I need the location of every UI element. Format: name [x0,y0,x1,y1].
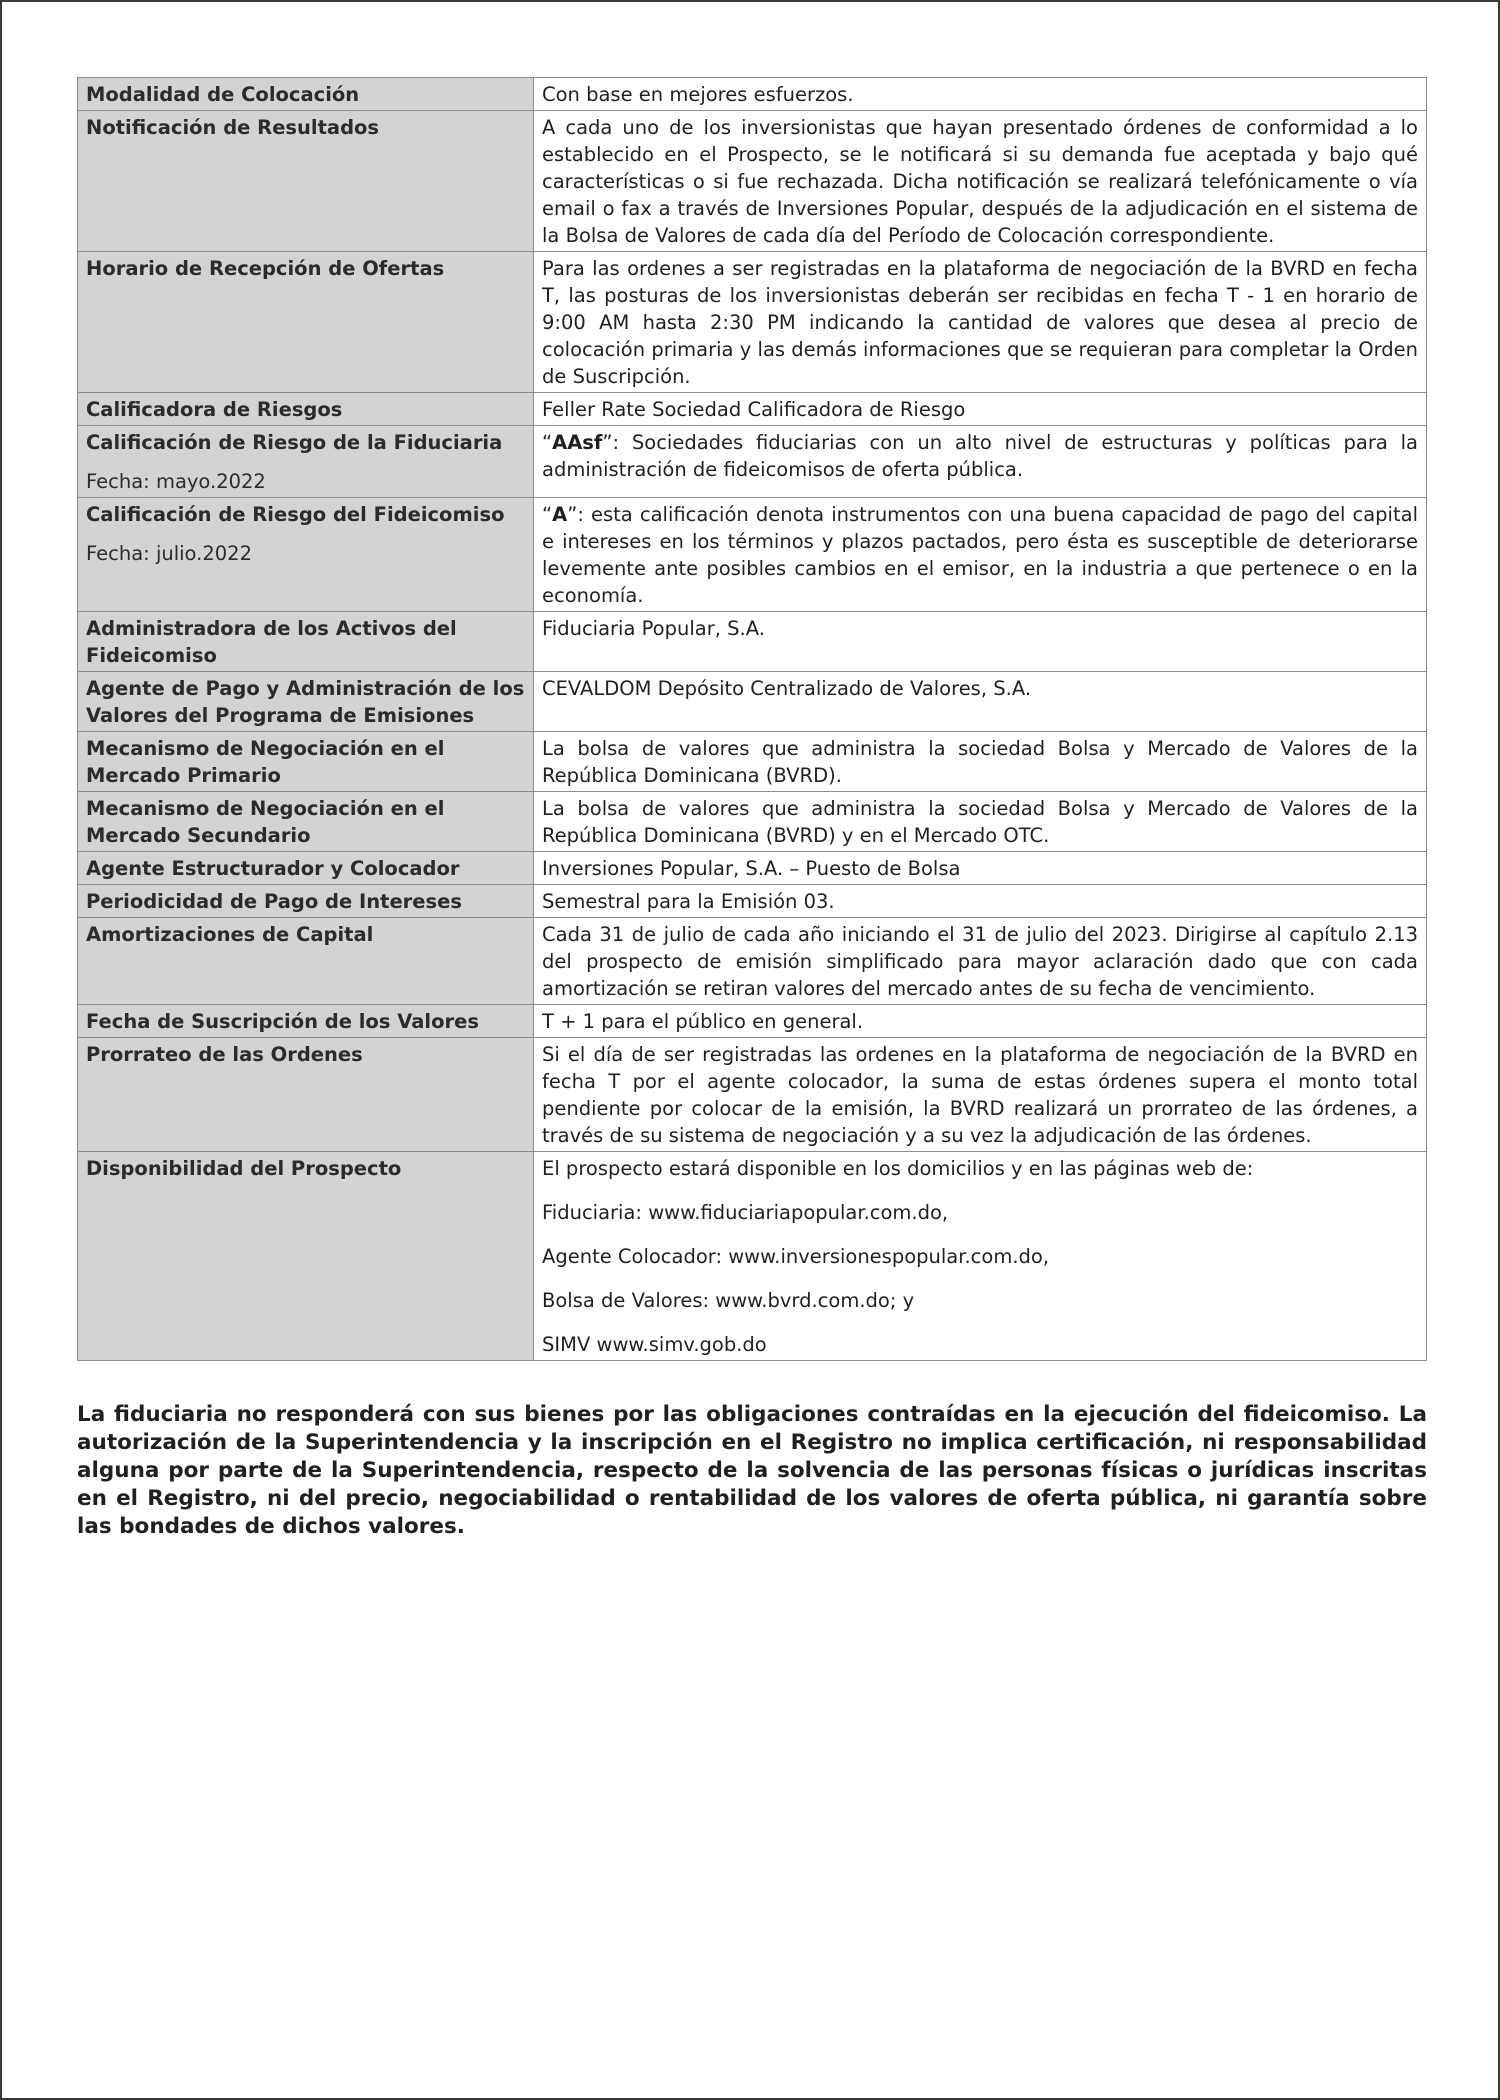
prospectus-link-fiduciaria[interactable]: Fiduciaria: www.fiduciariapopular.com.do, [542,1201,949,1224]
rating-date: Fecha: mayo.2022 [86,470,266,493]
rating-grade: A [552,503,568,526]
table-row [78,852,1427,885]
row-value: Semestral para la Emisión 03. [534,885,1427,918]
prospectus-link-simv[interactable]: SIMV www.simv.gob.do [542,1333,767,1356]
row-value: Fiduciaria Popular, S.A. [534,612,1427,672]
prospectus-link-bolsa[interactable]: Bolsa de Valores: www.bvrd.com.do; y [542,1289,915,1312]
table-row [78,393,1427,426]
row-value: Si el día de ser registradas las ordenes en la plataforma de negociación de la BVRD en fecha T por el agente colocador, la suma de estas órdenes supera el monto total pendiente por colocar de la emisión, la BVRD realizará un prorrateo de las órdenes, a través de su sistema de negociación y a su vez la adjudicación de las órdenes. [534,1038,1427,1152]
table-row [78,792,1427,852]
row-label: Calificación de Riesgo de la Fiduciaria [86,431,503,454]
row-value-group: “A”: esta calificación denota instrumentos con una buena capacidad de pago del capital e intereses en los términos y plazos pactados, pero ésta es susceptible de deteriorarse levemente ante posibles cambios en el emisor, en la industria a que pertenece o en la economía. [534,498,1427,612]
row-value: A cada uno de los inversionistas que hayan presentado órdenes de conformidad a lo establecido en el Prospecto, se le notificará si su demanda fue aceptada y bajo qué características o si fue rechazada. Dicha notificación se realizará telefónicamente o vía email o fax a través de Inversiones Popular, después de la adjudicación en el sistema de la Bolsa de Valores de cada día del Período de Colocación correspondiente. [534,111,1427,252]
table-row [78,732,1427,792]
row-label: Notificación de Resultados [78,111,534,252]
table-row [78,498,1427,612]
table-row [78,1152,1427,1361]
row-label: Disponibilidad del Prospecto [78,1152,534,1361]
row-value: La bolsa de valores que administra la sociedad Bolsa y Mercado de Valores de la República Dominicana (BVRD). [534,732,1427,792]
table-row [78,612,1427,672]
row-label-group [78,498,534,612]
row-value: : esta calificación denota instrumentos con una buena capacidad de pago del capital e intereses en los términos y plazos pactados, pero ésta es susceptible de deteriorarse levemente ante posibles cambios en el emisor, en la industria a que pertenece o en la economía. [542,503,1418,607]
row-label: Periodicidad de Pago de Intereses [78,885,534,918]
row-label: Calificación de Riesgo del Fideicomiso [86,503,505,526]
row-value: : Sociedades fiduciarias con un alto nivel de estructuras y políticas para la administración de fideicomisos de oferta pública. [542,431,1418,481]
row-label: Modalidad de Colocación [78,78,534,111]
rating-grade: AAsf [552,431,603,454]
legal-disclaimer: La fiduciaria no responderá con sus bienes por las obligaciones contraídas en la ejecución del fideicomiso. La autorización de la Superintendencia y la inscripción en el Registro no implica certificación, ni responsabilidad alguna por parte de la Superintendencia, respecto de la solvencia de las personas físicas o jurídicas inscritas en el Registro, ni del precio, negociabilidad o rentabilidad de los valores de oferta pública, ni garantía sobre las bondades de dichos valores. [77,1402,1427,1539]
table-row [78,672,1427,732]
row-label: Agente Estructurador y Colocador [78,852,534,885]
row-value: La bolsa de valores que administra la sociedad Bolsa y Mercado de Valores de la República Dominicana (BVRD) y en el Mercado OTC. [534,792,1427,852]
table-row [78,111,1427,252]
row-value: T + 1 para el público en general. [534,1005,1427,1038]
row-label: Horario de Recepción de Ofertas [78,252,534,393]
row-value: Para las ordenes a ser registradas en la plataforma de negociación de la BVRD en fecha T, las posturas de los inversionistas deberán ser recibidas en fecha T - 1 en horario de 9:00 AM hasta 2:30 PM indicando la cantidad de valores que desea al precio de colocación primaria y las demás informaciones que se requieran para completar la Orden de Suscripción. [534,252,1427,393]
row-value: Con base en mejores esfuerzos. [534,78,1427,111]
prospectus-link-agente[interactable]: Agente Colocador: www.inversionespopular.com.do, [542,1245,1050,1268]
table-row [78,426,1427,498]
row-label: Fecha de Suscripción de los Valores [78,1005,534,1038]
row-value: Feller Rate Sociedad Calificadora de Riesgo [534,393,1427,426]
table-row [78,918,1427,1005]
row-value-group: “AAsf”: Sociedades fiduciarias con un alto nivel de estructuras y políticas para la administración de fideicomisos de oferta pública. [534,426,1427,498]
row-label: Agente de Pago y Administración de los Valores del Programa de Emisiones [78,672,534,732]
terms-table [77,77,1427,1361]
row-label: Calificadora de Riesgos [78,393,534,426]
row-label: Administradora de los Activos del Fideicomiso [78,612,534,672]
row-value-group [534,1152,1427,1361]
table-row [78,78,1427,111]
row-label: Mecanismo de Negociación en el Mercado Secundario [78,792,534,852]
table-row [78,1038,1427,1152]
prospectus-intro: El prospecto estará disponible en los domicilios y en las páginas web de: [542,1157,1254,1180]
row-value: Cada 31 de julio de cada año iniciando el 31 de julio del 2023. Dirigirse al capítulo 2.13 del prospecto de emisión simplificado para mayor aclaración dado que con cada amortización se retiran valores del mercado antes de su fecha de vencimiento. [534,918,1427,1005]
rating-date: Fecha: julio.2022 [86,542,252,565]
table-row [78,1005,1427,1038]
row-label-group [78,426,534,498]
row-value: Inversiones Popular, S.A. – Puesto de Bolsa [534,852,1427,885]
row-label: Amortizaciones de Capital [78,918,534,1005]
row-label: Prorrateo de las Ordenes [78,1038,534,1152]
table-row [78,252,1427,393]
table-row [78,885,1427,918]
row-label: Mecanismo de Negociación en el Mercado Primario [78,732,534,792]
row-value: CEVALDOM Depósito Centralizado de Valores, S.A. [534,672,1427,732]
